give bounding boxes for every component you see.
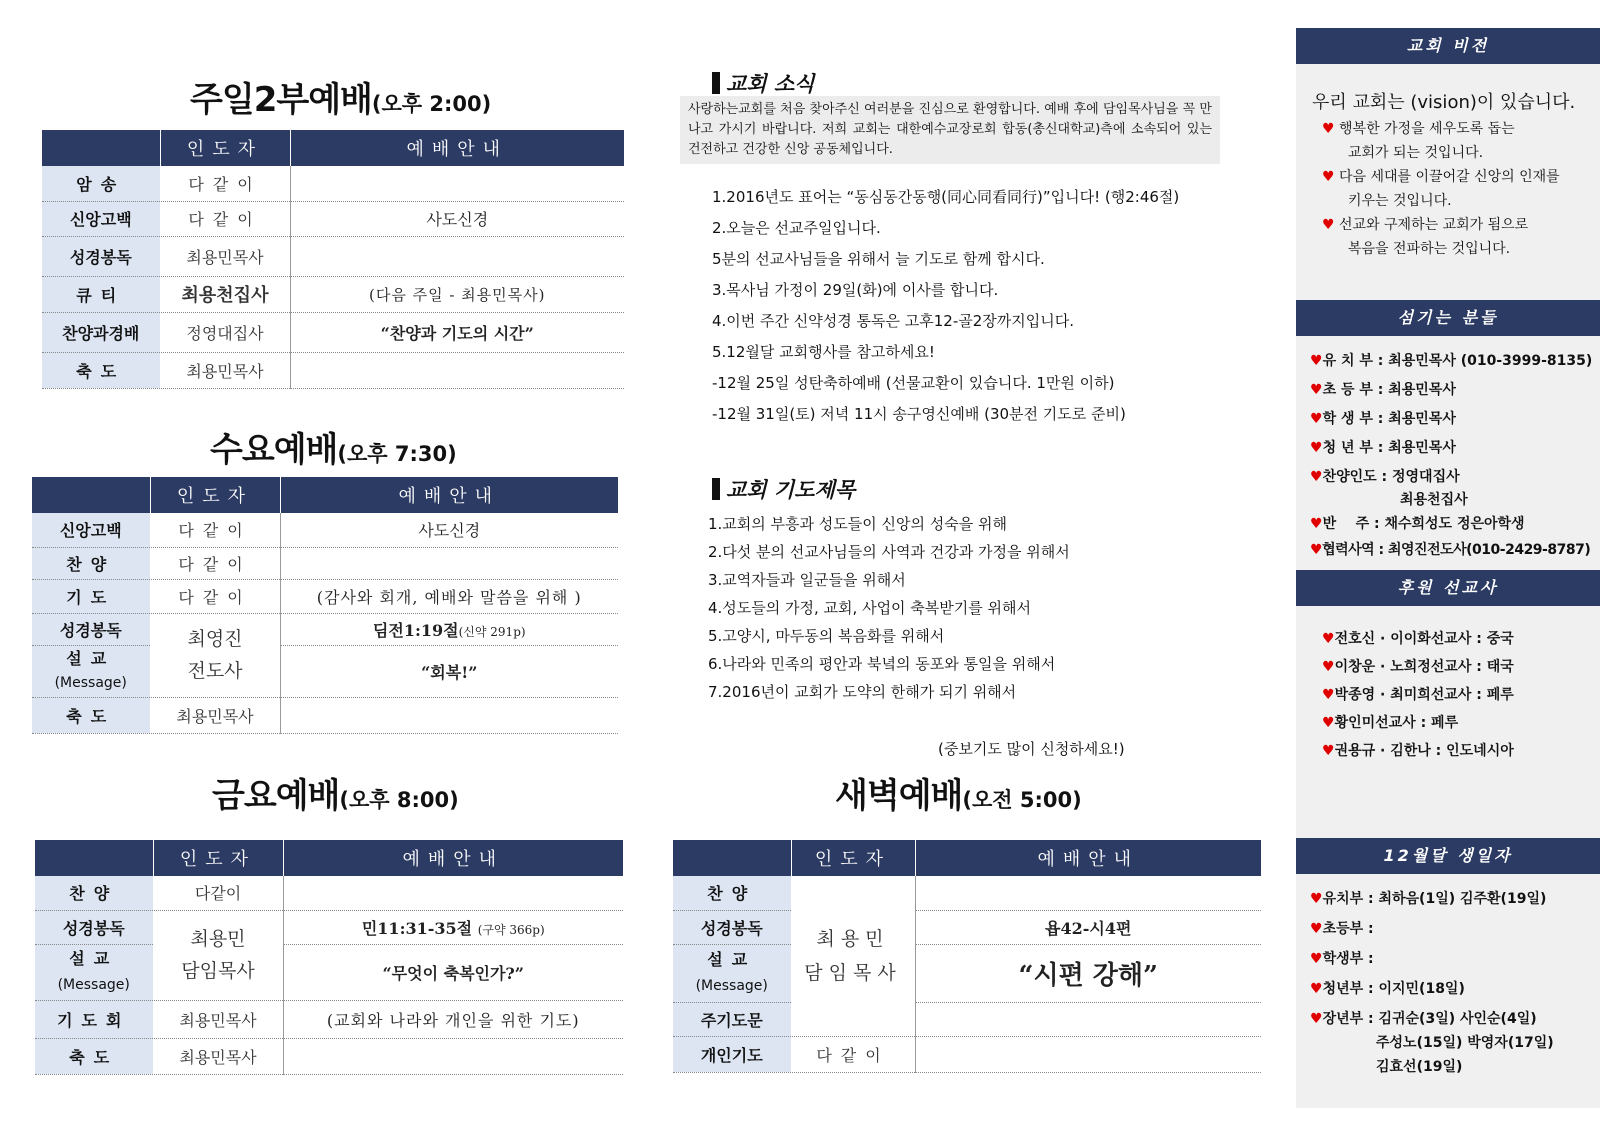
- birthday-item: [1310, 918, 1374, 938]
- sermon-title: “회복!”: [280, 645, 618, 697]
- table-header: [32, 477, 618, 513]
- row-leader: 최용민목사: [150, 697, 280, 733]
- header-blank: [673, 840, 791, 876]
- row-label: 기도회: [35, 1000, 153, 1038]
- row-info: 사도신경: [290, 201, 624, 236]
- row-label: 찬양: [673, 876, 791, 910]
- table-row: [32, 579, 618, 613]
- missionary-text: 권용규 · 김한나 : 인도네시아: [1334, 743, 1514, 759]
- servant-text: 찬양인도 : 정영대집사: [1322, 469, 1460, 485]
- missionary-item: [1322, 628, 1514, 648]
- preacher-title: 담임목사: [181, 960, 255, 982]
- servant-text: 학 생 부 : 최용민목사: [1322, 411, 1456, 427]
- row-label: 성경봉독: [673, 910, 791, 944]
- sermon-label-sub: (Message): [57, 977, 130, 993]
- sunday-title: [190, 72, 491, 121]
- preacher-name: 최용민: [190, 928, 246, 950]
- table-row: [32, 513, 618, 547]
- sermon-label-sub: (Message): [54, 675, 127, 691]
- vision-item-text: 행복한 가정을 세우도록 돕는: [1339, 121, 1515, 137]
- missionaries-heading: 후원 선교사: [1296, 570, 1600, 606]
- table-header: [35, 840, 623, 876]
- table-row: [32, 697, 618, 733]
- row-label: 찬양: [32, 547, 150, 579]
- preacher-name: 최영진: [187, 628, 243, 650]
- table-row: [35, 1000, 623, 1038]
- heart-icon: ♥: [1322, 121, 1335, 137]
- friday-title: [212, 768, 459, 817]
- missionary-item: [1322, 656, 1514, 676]
- servant-text: 반 주 : 채수희성도 정은아학생: [1322, 516, 1525, 532]
- row-leader: 최용민목사: [160, 352, 290, 388]
- list-item: 4.이번 주간 신약성경 통독은 고후12-골2장까지입니다.: [712, 312, 1074, 330]
- row-info: 사도신경: [280, 513, 618, 547]
- vision-item: [1322, 166, 1560, 186]
- row-leader: 최용민목사: [160, 236, 290, 276]
- birthday-text: 유치부 : 최하음(1일) 김주환(19일): [1322, 891, 1547, 907]
- heart-icon: ♥: [1310, 516, 1323, 532]
- vision-heading: 교회 비전: [1296, 28, 1600, 64]
- row-label: 축도: [42, 352, 160, 388]
- header-info: 예배안내: [290, 130, 624, 166]
- heart-icon: ♥: [1310, 411, 1323, 427]
- scripture: 민11:31-35절: [361, 918, 473, 938]
- row-label: [673, 944, 791, 1002]
- row-label: 신앙고백: [42, 201, 160, 236]
- friday-table: [35, 840, 623, 1075]
- birthday-item: [1310, 888, 1546, 908]
- header-info: 예배안내: [280, 477, 618, 513]
- news-heading-text: 교회 소식: [726, 72, 815, 96]
- dawn-title-text: 새벽예배: [835, 776, 963, 816]
- header-leader: 인도자: [150, 477, 280, 513]
- table-row: [42, 312, 624, 352]
- friday-title-text: 금요예배: [212, 776, 340, 816]
- heart-icon: ♥: [1310, 353, 1323, 369]
- list-item: 4.성도들의 가정, 교회, 사업이 축복받기를 위해서: [708, 599, 1031, 617]
- scripture: 욥42-시4편: [915, 910, 1261, 944]
- preacher-cell: [791, 876, 915, 1036]
- sermon-label: 설교: [69, 949, 119, 968]
- servants-block: [1296, 336, 1600, 566]
- header-blank: [35, 840, 153, 876]
- dawn-title: [835, 768, 1082, 817]
- row-info: [290, 352, 624, 388]
- prayer-heading-text: 교회 기도제목: [726, 478, 856, 502]
- heart-icon: ♥: [1322, 743, 1335, 759]
- missionary-item: [1322, 712, 1458, 732]
- row-leader: 다같이: [150, 513, 280, 547]
- table-row: [35, 876, 623, 910]
- prayer-footer: (중보기도 많이 신청하세요!): [938, 740, 1125, 758]
- list-item: -12월 25일 성탄축하예배 (선물교환이 있습니다. 1만원 이하): [712, 374, 1115, 392]
- servant-text: 초 등 부 : 최용민목사: [1322, 382, 1456, 398]
- scripture-cell: [280, 613, 618, 645]
- row-info: [280, 547, 618, 579]
- heart-icon: ♥: [1322, 169, 1335, 185]
- dawn-table: [673, 840, 1261, 1073]
- row-label: [32, 645, 150, 697]
- birthday-block: [1296, 874, 1600, 1094]
- heart-icon: ♥: [1310, 981, 1323, 997]
- row-info: [280, 697, 618, 733]
- list-item: 2.다섯 분의 선교사님들의 사역과 건강과 가정을 위해서: [708, 543, 1070, 561]
- table-row: [673, 876, 1261, 910]
- vision-block: [1296, 64, 1600, 294]
- missionary-text: 이창운 · 노희정선교사 : 태국: [1334, 659, 1514, 675]
- table-row: [673, 944, 1261, 1002]
- row-info: [290, 166, 624, 201]
- table-row: [42, 352, 624, 388]
- list-item: 1.2016년도 표어는 “동심동간동행(同心同看同行)”입니다! (행2:46절): [712, 188, 1180, 206]
- welcome-box: 사랑하는교회를 처음 찾아주신 여러분을 진심으로 환영합니다. 예배 후에 담임목사님을 꼭 만나고 가시기 바랍니다. 저희 교회는 대한예수교장로회 합동(총신대학교)측에 소속되어 있는 건전하고 건강한 신앙 공동체입니다.: [680, 96, 1220, 164]
- header-blank: [32, 477, 150, 513]
- missionary-item: [1322, 684, 1514, 704]
- table-row: [42, 166, 624, 201]
- sermon-label-sub: (Message): [695, 978, 768, 994]
- servant-item: [1310, 408, 1456, 428]
- missionary-item: [1322, 740, 1514, 760]
- prayer-heading: [712, 474, 855, 504]
- table-row: [42, 276, 624, 312]
- heart-icon: ♥: [1310, 469, 1323, 485]
- sunday-table: [42, 130, 624, 389]
- list-item: 3.교역자들과 일군들을 위해서: [708, 571, 906, 589]
- list-item: 5분의 선교사님들을 위해서 늘 기도로 함께 합시다.: [712, 250, 1045, 268]
- wednesday-title: [210, 422, 457, 471]
- row-info: (교회와 나라와 개인을 위한 기도): [283, 1000, 623, 1038]
- row-label: [35, 944, 153, 1000]
- heading-bar: [712, 478, 720, 500]
- row-info: [283, 1038, 623, 1074]
- row-leader: 다같이: [160, 201, 290, 236]
- table-row: [35, 944, 623, 1000]
- header-info: 예배안내: [283, 840, 623, 876]
- list-item: 3.목사님 가정이 29일(화)에 이사를 합니다.: [712, 281, 999, 299]
- dawn-time: (오전 5:00): [962, 788, 1082, 812]
- wednesday-table: [32, 477, 618, 734]
- table-row: [35, 1038, 623, 1074]
- row-label: 신앙고백: [32, 513, 150, 547]
- row-label: 축도: [32, 697, 150, 733]
- row-label: 성경봉독: [32, 613, 150, 645]
- heart-icon: ♥: [1310, 382, 1323, 398]
- header-blank: [42, 130, 160, 166]
- birthday-item: 주성노(15일) 박영자(17일): [1376, 1035, 1554, 1051]
- list-item: 7.2016년이 교회가 도약의 한해가 되기 위해서: [708, 683, 1017, 701]
- row-label: 찬양: [35, 876, 153, 910]
- table-row: [35, 910, 623, 944]
- missionaries-block: [1296, 606, 1600, 776]
- list-item: 5.고양시, 마두동의 복음화를 위해서: [708, 627, 945, 645]
- row-leader: 다같이: [150, 579, 280, 613]
- row-leader: 정영대집사: [160, 312, 290, 352]
- wednesday-time: (오후 7:30): [337, 442, 457, 466]
- table-row: [32, 645, 618, 697]
- row-info: [915, 1002, 1261, 1036]
- vision-item-text: 선교와 구제하는 교회가 됨으로: [1339, 217, 1529, 233]
- row-info: (다음 주일 - 최용민목사): [290, 276, 624, 312]
- birthday-item: [1310, 978, 1465, 998]
- servant-item: [1310, 379, 1456, 399]
- row-leader: 최용민목사: [153, 1000, 283, 1038]
- heading-bar: [712, 72, 720, 94]
- missionary-text: 전호신 · 이이화선교사 : 중국: [1334, 631, 1514, 647]
- row-info: [915, 1036, 1261, 1072]
- missionary-text: 황인미선교사 : 페루: [1334, 715, 1459, 731]
- servant-item: [1310, 437, 1456, 457]
- servant-item: [1310, 466, 1460, 486]
- servant-text: 협력사역 : 최영진전도사(010-2429-8787): [1322, 542, 1591, 558]
- header-leader: 인도자: [791, 840, 915, 876]
- servant-text: 유 치 부 : 최용민목사 (010-3999-8135): [1322, 353, 1593, 369]
- sermon-title: “시편 강해”: [915, 944, 1261, 1002]
- birthday-text: 초등부 :: [1322, 921, 1374, 937]
- heart-icon: ♥: [1310, 542, 1323, 558]
- preacher-cell: [150, 613, 280, 697]
- birthday-item: [1310, 1008, 1537, 1028]
- table-header: [42, 130, 624, 166]
- row-leader: 다같이: [160, 166, 290, 201]
- scripture: 딤전1:19절: [372, 620, 459, 640]
- sermon-label: 설교: [707, 950, 757, 969]
- row-label: 찬양과경배: [42, 312, 160, 352]
- row-label: 큐티: [42, 276, 160, 312]
- birthday-text: 학생부 :: [1322, 951, 1374, 967]
- row-info: [290, 236, 624, 276]
- vision-item: [1322, 118, 1515, 138]
- row-label: 기도: [32, 579, 150, 613]
- news-heading: [712, 68, 814, 98]
- table-row: [42, 236, 624, 276]
- birthday-text: 장년부 : 김귀순(3일) 사인순(4일): [1322, 1011, 1537, 1027]
- scripture-page: (신약 291p): [458, 624, 526, 639]
- table-row: [673, 910, 1261, 944]
- scripture-cell: [283, 910, 623, 944]
- servant-item: [1310, 513, 1525, 533]
- row-leader: 최용민목사: [153, 1038, 283, 1074]
- heart-icon: ♥: [1322, 659, 1335, 675]
- heart-icon: ♥: [1322, 715, 1335, 731]
- servant-item: 최용천집사: [1400, 492, 1468, 508]
- row-info: (감사와 회개, 예배와 말씀을 위해 ): [280, 579, 618, 613]
- row-info: [915, 876, 1261, 910]
- preacher-cell: [153, 910, 283, 1000]
- row-label: 개인기도: [673, 1036, 791, 1072]
- row-label: 성경봉독: [35, 910, 153, 944]
- sermon-label: 설교: [66, 649, 116, 668]
- row-label: 암송: [42, 166, 160, 201]
- heart-icon: ♥: [1310, 1011, 1323, 1027]
- table-row: [673, 1002, 1261, 1036]
- header-leader: 인도자: [160, 130, 290, 166]
- list-item: -12월 31일(토) 저녁 11시 송구영신예배 (30분전 기도로 준비): [712, 405, 1126, 423]
- preacher-title: 담임목사: [804, 961, 902, 984]
- list-item: 1.교회의 부흥과 성도들이 신앙의 성숙을 위해: [708, 515, 1007, 533]
- vision-item: 키우는 것입니다.: [1348, 193, 1452, 209]
- vision-item: 복음을 전파하는 것입니다.: [1348, 241, 1511, 257]
- heart-icon: ♥: [1322, 687, 1335, 703]
- heart-icon: ♥: [1310, 891, 1323, 907]
- heart-icon: ♥: [1322, 631, 1335, 647]
- row-info: “찬양과 기도의 시간”: [290, 312, 624, 352]
- table-row: [32, 547, 618, 579]
- birthday-text: 청년부 : 이지민(18일): [1322, 981, 1465, 997]
- preacher-name: 최용민: [816, 927, 890, 950]
- sermon-title: “무엇이 축복인가?”: [283, 944, 623, 1000]
- birthday-item: [1310, 948, 1374, 968]
- heart-icon: ♥: [1310, 921, 1323, 937]
- row-leader: 다같이: [791, 1036, 915, 1072]
- wednesday-title-text: 수요예배: [210, 430, 338, 470]
- sunday-time: (오후 2:00): [371, 92, 492, 116]
- row-leader: 최용천집사: [160, 276, 290, 312]
- birthday-heading: 12월달 생일자: [1296, 838, 1600, 874]
- vision-title: 우리 교회는 (vision)이 있습니다.: [1312, 92, 1576, 113]
- row-leader: 다같이: [150, 547, 280, 579]
- heart-icon: ♥: [1310, 440, 1323, 456]
- heart-icon: ♥: [1322, 217, 1335, 233]
- servant-item: [1310, 539, 1590, 559]
- vision-item-text: 다음 세대를 이끌어갈 신앙의 인재를: [1339, 169, 1560, 185]
- table-row: [673, 1036, 1261, 1072]
- vision-item: [1322, 214, 1528, 234]
- missionary-text: 박종영 · 최미희선교사 : 페루: [1334, 687, 1514, 703]
- table-row: [42, 201, 624, 236]
- header-leader: 인도자: [153, 840, 283, 876]
- row-info: [283, 876, 623, 910]
- list-item: 2.오늘은 선교주일입니다.: [712, 219, 881, 237]
- list-item: 6.나라와 민족의 평안과 북녘의 동포와 통일을 위해서: [708, 655, 1056, 673]
- sunday-title-text: 주일2부예배: [190, 80, 372, 120]
- header-info: 예배안내: [915, 840, 1261, 876]
- list-item: 5.12월달 교회행사를 참고하세요!: [712, 343, 935, 361]
- vision-item: 교회가 되는 것입니다.: [1348, 145, 1484, 161]
- row-leader: 다같이: [153, 876, 283, 910]
- heart-icon: ♥: [1310, 951, 1323, 967]
- preacher-title: 전도사: [187, 660, 243, 682]
- table-row: [32, 613, 618, 645]
- row-label: 성경봉독: [42, 236, 160, 276]
- table-header: [673, 840, 1261, 876]
- friday-time: (오후 8:00): [339, 788, 459, 812]
- servants-heading: 섬기는 분들: [1296, 300, 1600, 336]
- birthday-item: 김효선(19일): [1376, 1059, 1463, 1075]
- row-label: 주기도문: [673, 1002, 791, 1036]
- scripture-page: (구약 366p): [477, 922, 545, 937]
- servant-item: [1310, 350, 1592, 370]
- row-label: 축도: [35, 1038, 153, 1074]
- servant-text: 청 년 부 : 최용민목사: [1322, 440, 1456, 456]
